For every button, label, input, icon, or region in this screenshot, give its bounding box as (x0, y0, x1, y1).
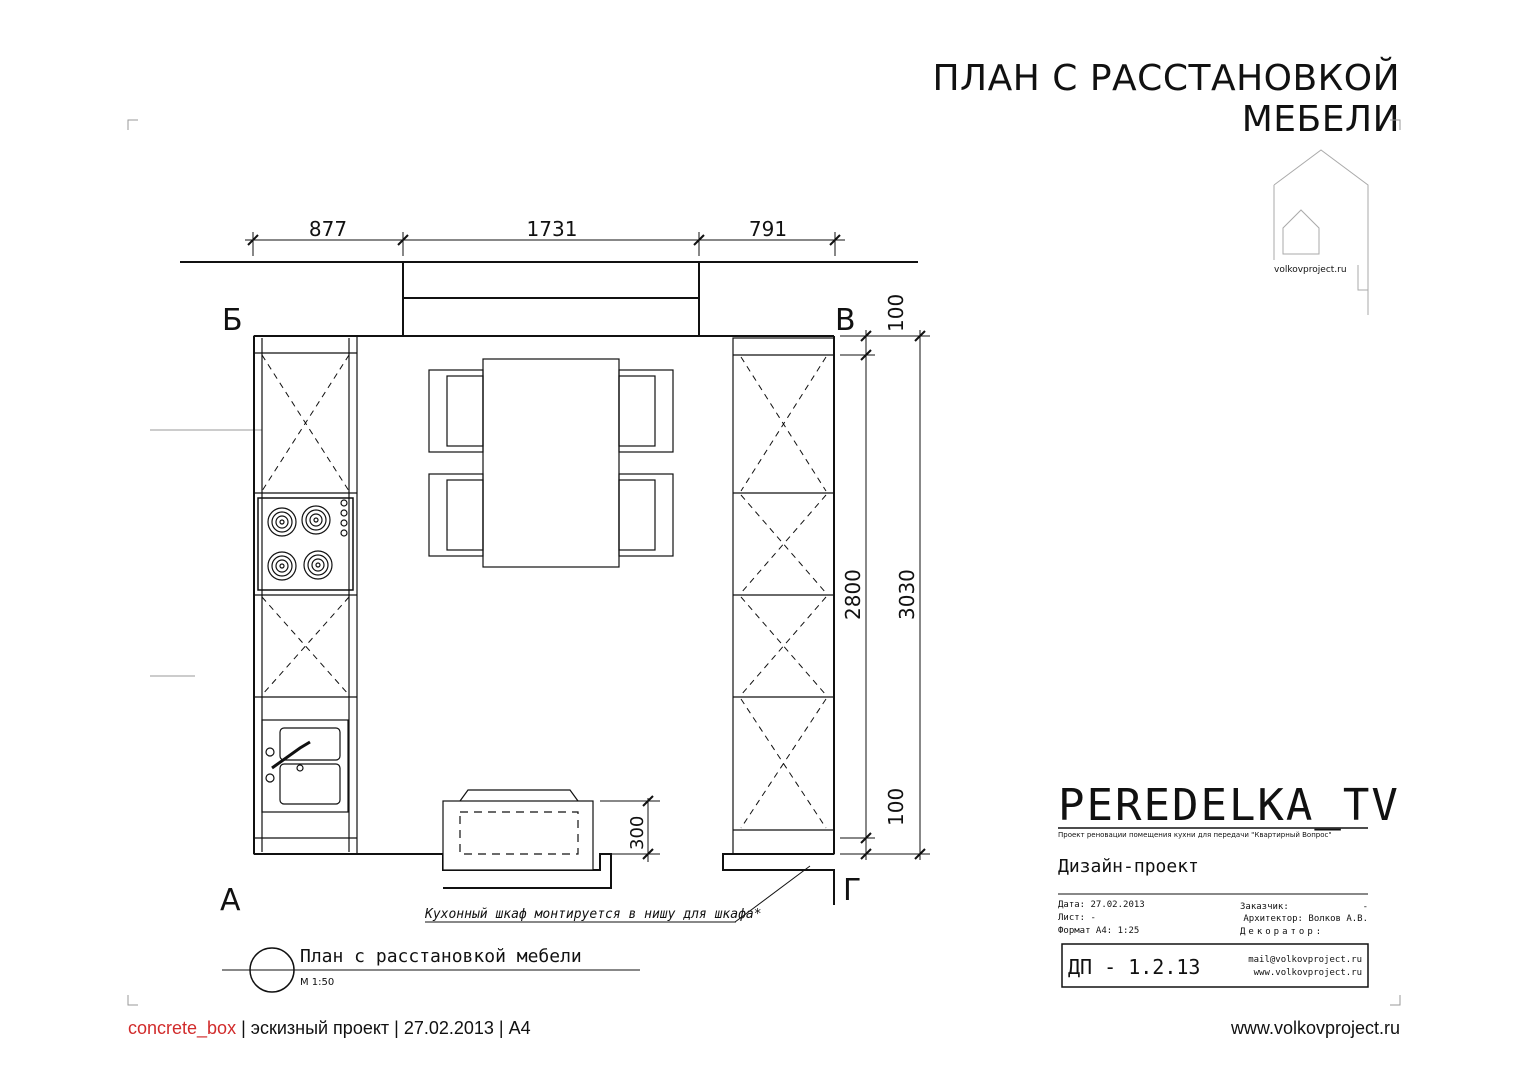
title-block-decorator: Декоратор: (1240, 927, 1325, 937)
note-text: Кухонный шкаф монтируется в нишу для шкафа* (425, 907, 762, 922)
title-block-architect: Архитектор: Волков А.В. (1243, 914, 1368, 924)
title-block-date: Дата: 27.02.2013 (1058, 900, 1145, 910)
frame-corner-marks (128, 120, 1400, 1005)
corner-label-a: А (220, 883, 241, 918)
title-block-email: mail@volkovproject.ru (1248, 955, 1362, 965)
title-block-format: Формат А4: 1:25 (1058, 926, 1140, 936)
corner-label-v: В (835, 303, 856, 338)
logo-text: volkovproject.ru (1274, 265, 1347, 275)
footer-info (128, 1018, 531, 1039)
title-block (1058, 780, 1400, 987)
footer-brand: concrete_box (128, 1018, 237, 1038)
niche-cabinet (443, 790, 593, 870)
footer-website[interactable]: www.volkovproject.ru (1230, 1018, 1400, 1038)
title-block-project-type: Дизайн-проект (1058, 856, 1199, 877)
right-cabinet-run (733, 338, 834, 854)
title-block-customer-label: Заказчик: (1240, 902, 1289, 912)
dim-top-middle: 1731 (526, 217, 578, 241)
title-block-website: www.volkovproject.ru (1253, 968, 1362, 978)
title-block-sheet: Лист: - (1058, 913, 1096, 923)
dim-right-bottom-offset: 100 (884, 787, 908, 826)
right-wall (723, 336, 834, 905)
title-block-code: ДП - 1.2.13 (1068, 955, 1201, 979)
dining-set (429, 359, 673, 567)
page-title: ПЛАН С РАССТАНОВКОЙ МЕБЕЛИ (932, 58, 1400, 140)
house-logo (1274, 150, 1368, 315)
dim-right-top-offset: 100 (884, 293, 908, 332)
dim-niche-depth: 300 (627, 815, 648, 850)
dim-right-outer: 3030 (895, 569, 919, 620)
dim-right-inner: 2800 (841, 569, 865, 620)
plan-label-title: План с расстановкой мебели (300, 946, 582, 967)
dim-top-left: 877 (308, 217, 348, 241)
title-block-customer-value: - (1362, 902, 1368, 912)
corner-label-g: Г (843, 873, 862, 908)
corner-label-b: Б (222, 303, 243, 338)
cooktop (258, 498, 353, 590)
axis-ticks (150, 430, 262, 676)
cabinet-cross-marks (262, 355, 349, 695)
right-cabinet-cross-marks (741, 357, 826, 828)
title-block-subtitle: Проект реновации помещения кухни для передачи "Квартирный Вопрос" (1058, 831, 1332, 839)
dim-top-right: 791 (748, 217, 788, 241)
top-wall (180, 262, 918, 336)
left-cabinet-run (254, 336, 357, 854)
sink (262, 720, 348, 812)
plan-label-scale: М 1:50 (300, 977, 335, 988)
footer-details: | эскизный проект | 27.02.2013 | А4 (236, 1018, 531, 1038)
title-block-brand: PEREDELKA_TV (1058, 780, 1400, 831)
